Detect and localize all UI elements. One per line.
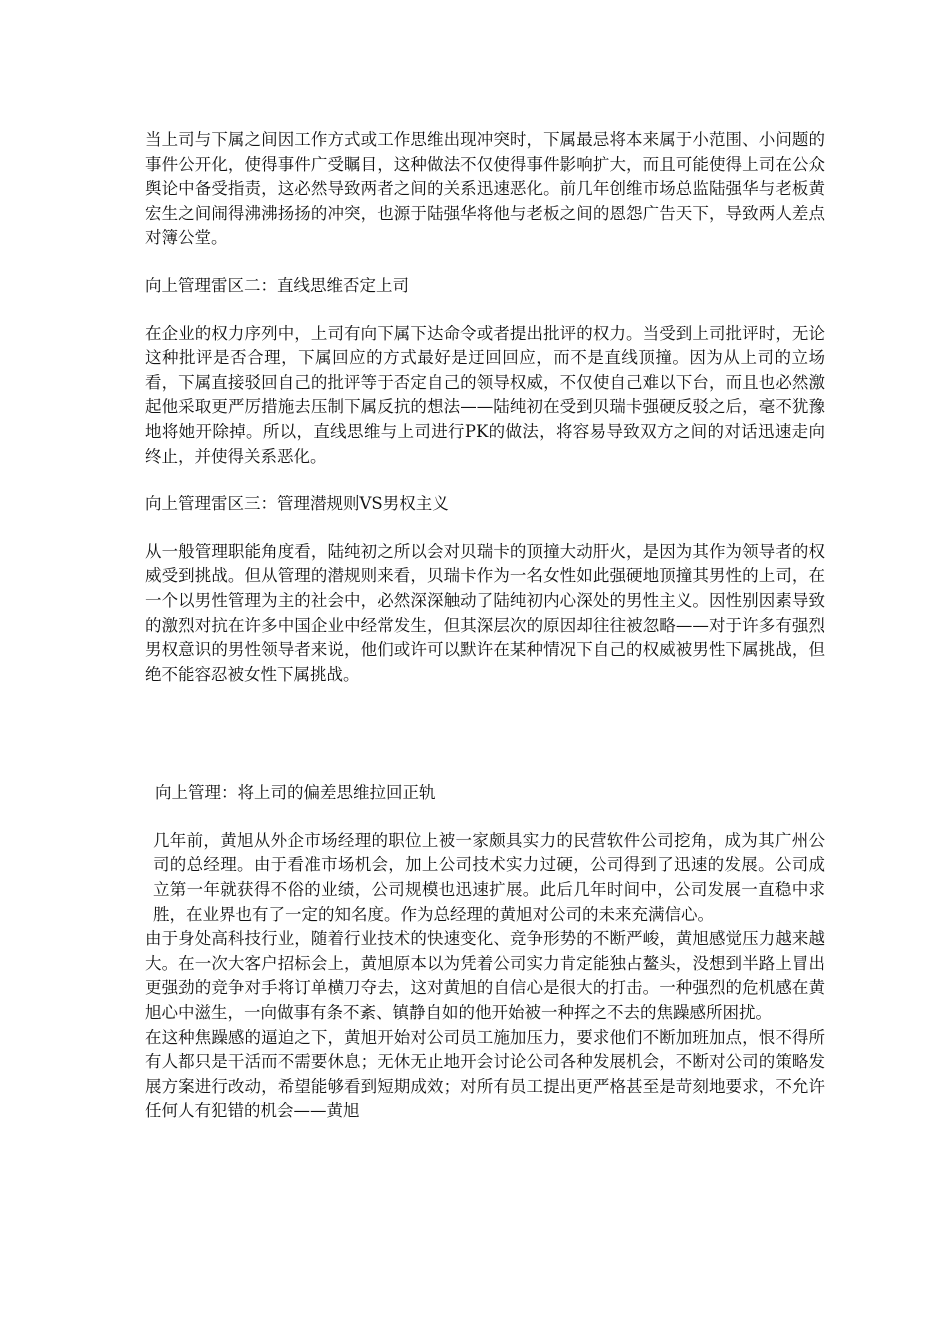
paragraph-anxiety-actions: 在这种焦躁感的逼迫之下，黄旭开始对公司员工施加压力，要求他们不断加班加点，恨不得所有人都只是干活而不需要休息；无休无止地开会讨论公司各种发展机会，不断对公司的策略发展方案进行改动，希望能够看到短期成效；对所有员工提出更严格甚至是苛刻地要求，不允许任何人有犯错的机会——黄旭 <box>145 1027 825 1121</box>
paragraph-gap <box>145 299 825 322</box>
section-heading-minefield-two: 向上管理雷区二：直线思维否定上司 <box>145 275 409 295</box>
paragraph-gap <box>145 806 825 829</box>
document-body <box>145 128 825 1124</box>
paragraph-pressure-rising: 由于身处高科技行业，随着行业技术的快速变化、竞争形势的不断严峻，黄旭感觉压力越来越大。在一次大客户招标会上，黄旭原本以为凭着公司实力肯定能独占鳌头，没想到半路上冒出更强劲的竞争对手将订单横刀夺去，这对黄旭的自信心是很大的打击。一种强烈的危机感在黄旭心中滋生，一向做事有条不紊、镇静自如的他开始被一种挥之不去的焦躁感所困扰。 <box>145 929 825 1023</box>
paragraph-gap <box>145 469 825 492</box>
paragraph-gap <box>145 517 825 540</box>
paragraph-conflict-publicizing: 当上司与下属之间因工作方式或工作思维出现冲突时，下属最忌将本来属于小范围、小问题的事件公开化，使得事件广受瞩目，这种做法不仅使得事件影响扩大，而且可能使得上司在公众舆论中备受指责，这必然导致两者之间的关系迅速恶化。前几年创维市场总监陆强华与老板黄宏生之间闹得沸沸扬扬的冲突，也源于陆强华将他与老板之间的恩怨广告天下，导致两人差点对簿公堂。 <box>145 130 825 248</box>
section-heading-minefield-three: 向上管理雷区三：管理潜规则VS男权主义 <box>145 494 449 514</box>
paragraph-gap <box>145 251 825 274</box>
paragraph-huang-xu-background: 几年前，黄旭从外企市场经理的职位上被一家颇具实力的民营软件公司挖角，成为其广州公司的总经理。由于看准市场机会，加上公司技术实力过硬，公司得到了迅速的发展。公司成立第一年就获得不俗的业绩，公司规模也迅速扩展。此后几年时间中，公司发展一直稳中求胜，在业界也有了一定的知名度。作为总经理的黄旭对公司的未来充满信心。 <box>153 830 825 924</box>
paragraph-direct-confrontation: 在企业的权力序列中，上司有向下属下达命令或者提出批评的权力。当受到上司批评时，无论这种批评是否合理，下属回应的方式最好是迂回回应，而不是直线顶撞。因为从上司的立场看，下属直接驳回自己的批评等于否定自己的领导权威，不仅使自己难以下台，而且也必然激起他采取更严厉措施去压制下属反抗的想法——陆纯初在受到贝瑞卡强硬反驳之后，毫不犹豫地将她开除掉。所以，直线思维与上司进行PK的做法，将容易导致双方之间的对话迅速走向终止，并使得关系恶化。 <box>145 323 825 466</box>
section-gap <box>145 687 825 781</box>
paragraph-male-dominance: 从一般管理职能角度看，陆纯初之所以会对贝瑞卡的顶撞大动肝火，是因为其作为领导者的权威受到挑战。但从管理的潜规则来看，贝瑞卡作为一名女性如此强硬地顶撞其男性的上司，在一个以男性管理为主的社会中，必然深深触动了陆纯初内心深处的男性主义。因性别因素导致的激烈对抗在许多中国企业中经常发生，但其深层次的原因却往往被忽略——对于许多有强烈男权意识的男性领导者来说，他们或许可以默许在某种情况下自己的权威被男性下属挑战，但绝不能容忍被女性下属挑战。 <box>145 541 825 684</box>
article-title-upward-management: 向上管理：将上司的偏差思维拉回正轨 <box>155 783 436 803</box>
